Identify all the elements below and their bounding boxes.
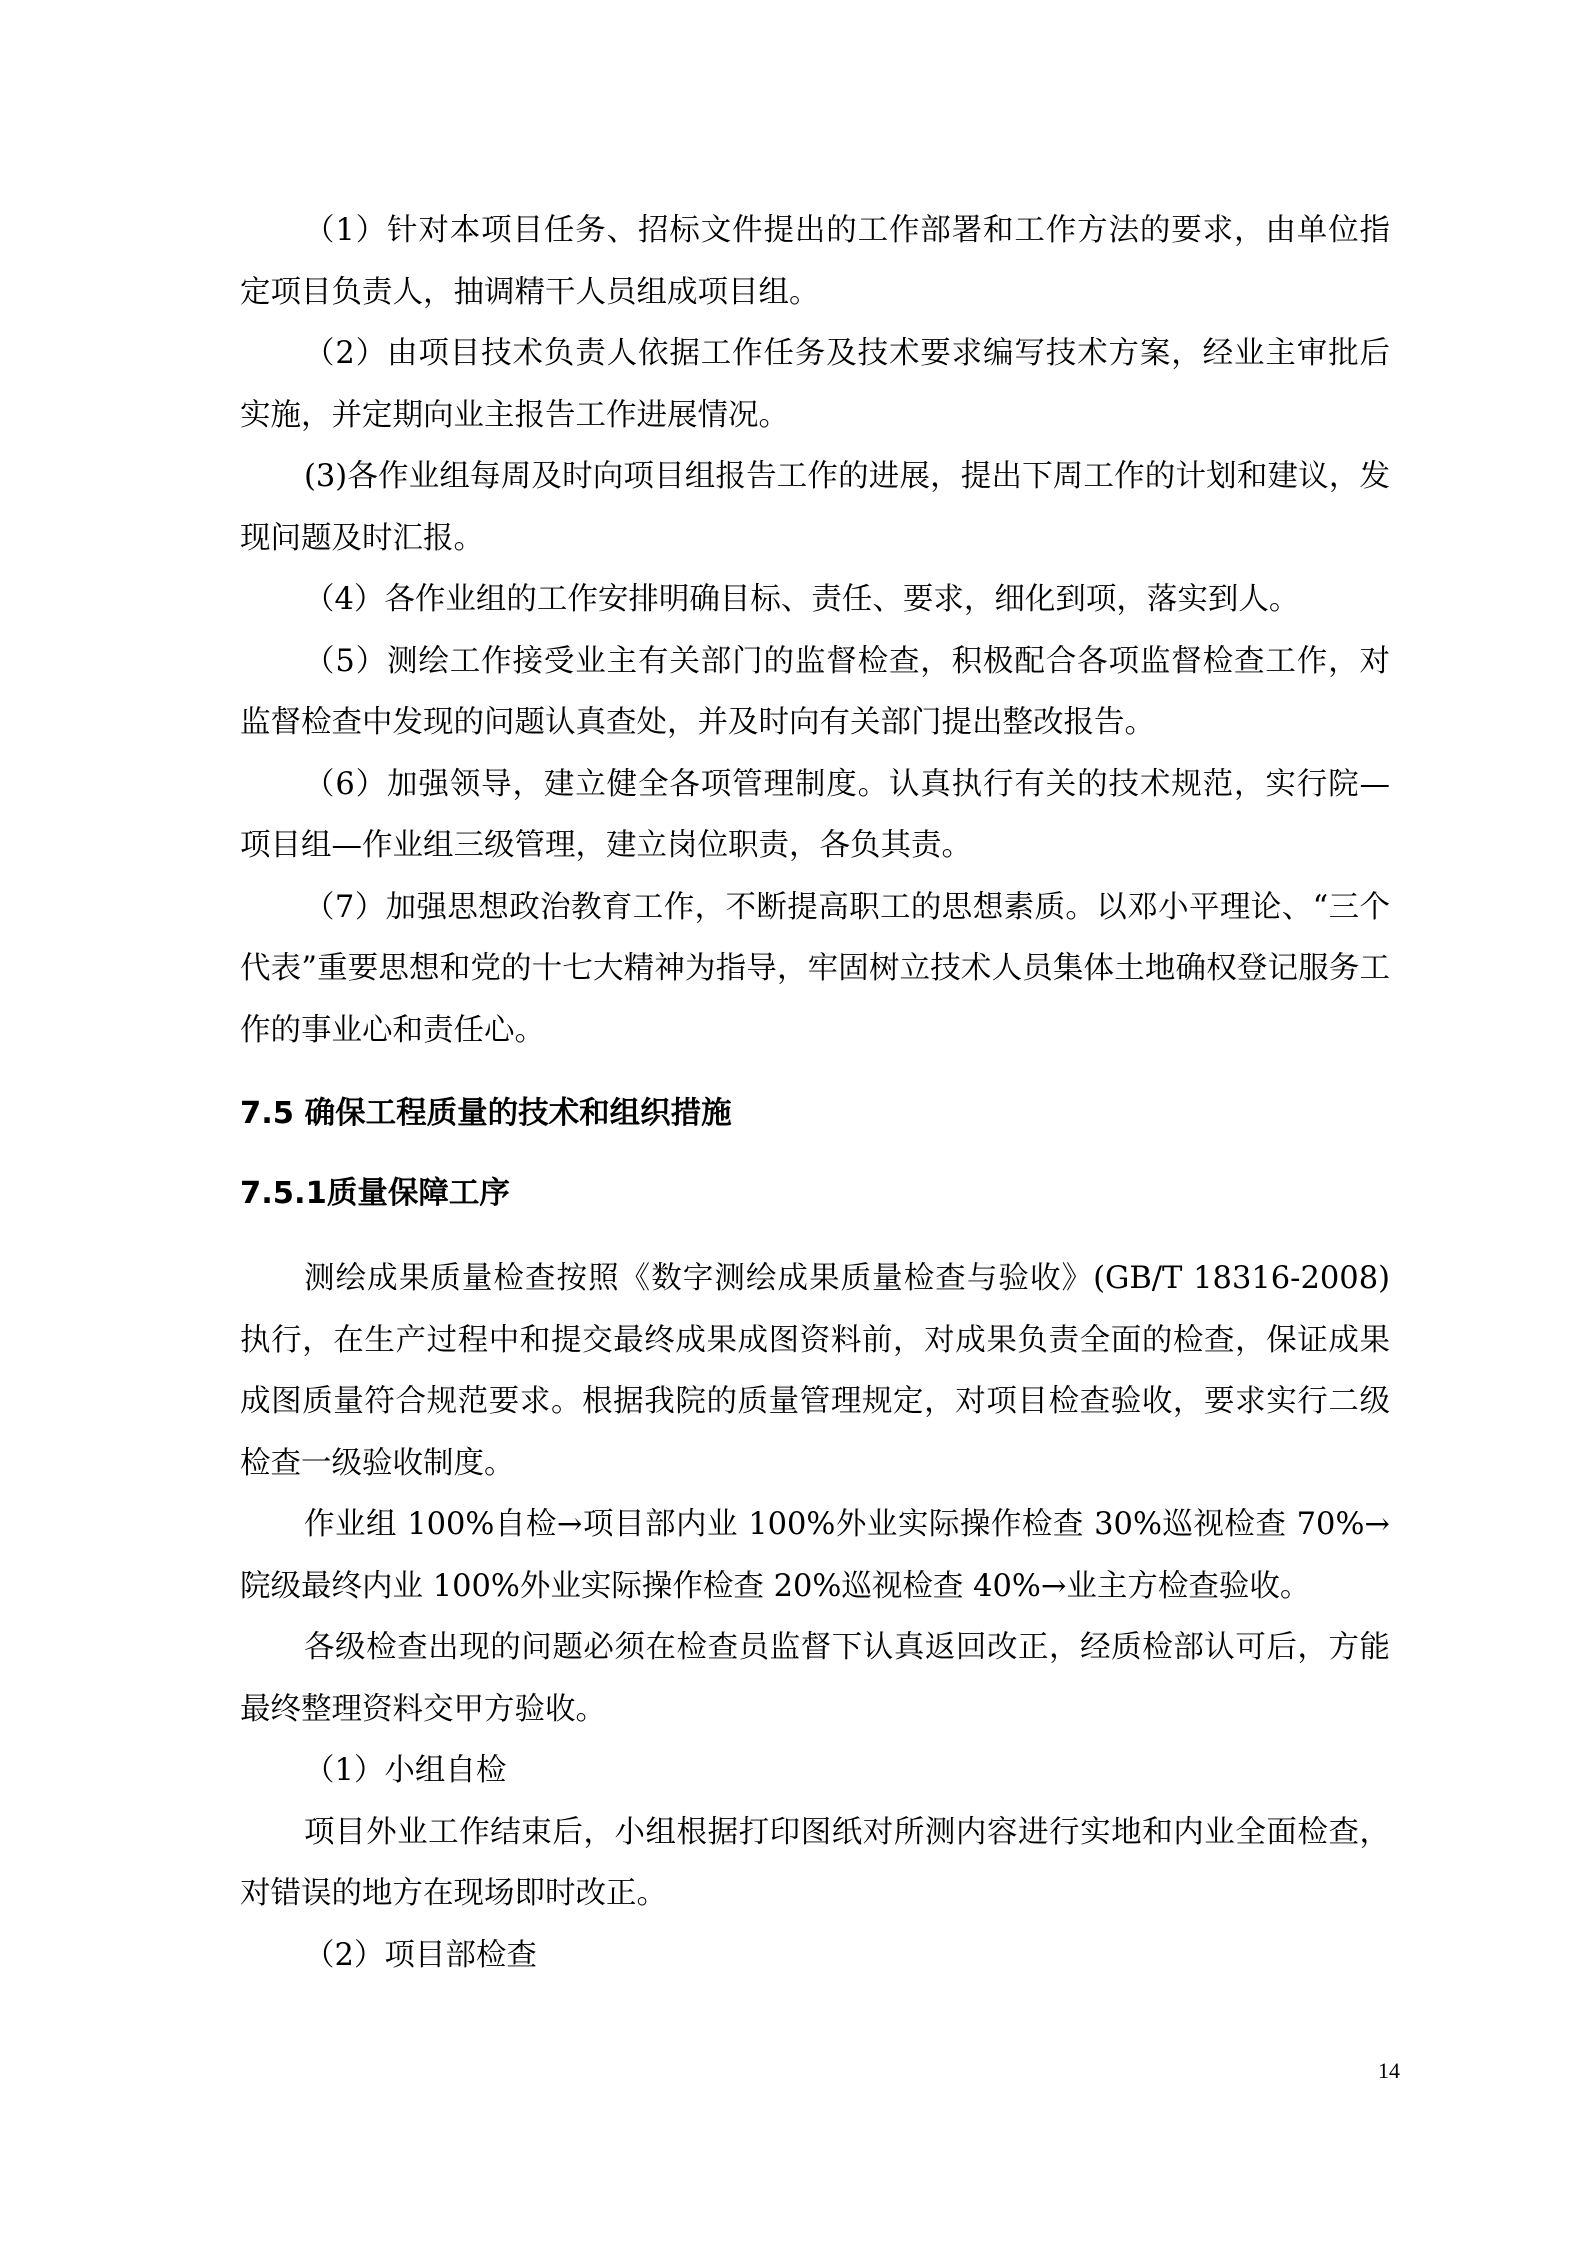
paragraph-7: （7）加强思想政治教育工作，不断提高职工的思想素质。以邓小平理论、“三个代表”重要思想和党的十七大精神为指导，牢固树立技术人员集体土地确权登记服务工作的事业心和责任心。 bbox=[240, 889, 1390, 1048]
section-heading-7-5: 7.5 确保工程质量的技术和组织措施 bbox=[240, 1096, 732, 1131]
paragraph-5: （5）测绘工作接受业主有关部门的监督检查，积极配合各项监督检查工作，对监督检查中发现的问题认真查处，并及时向有关部门提出整改报告。 bbox=[240, 643, 1390, 740]
section-heading-7-5-1: 7.5.1质量保障工序 bbox=[240, 1175, 510, 1211]
paragraph-2: （2）由项目技术负责人依据工作任务及技术要求编写技术方案，经业主审批后实施，并定期向业主报告工作进展情况。 bbox=[240, 336, 1390, 433]
paragraph-9: 作业组 100%自检→项目部内业 100%外业实际操作检查 30%巡视检查 70%→院级最终内业 100%外业实际操作检查 20%巡视检查 40%→业主方检查验收。 bbox=[240, 1507, 1390, 1604]
paragraph-8: 测绘成果质量检查按照《数字测绘成果质量检查与验收》(GB/T 18316-2008)执行，在生产过程中和提交最终成果成图资料前，对成果负责全面的检查，保证成果成图质量符合规范要求。根据我院的质量管理规定，对项目检查验收，要求实行二级检查一级验收制度。 bbox=[240, 1261, 1390, 1481]
paragraph-4: （4）各作业组的工作安排明确目标、责任、要求，细化到项，落实到人。 bbox=[304, 582, 1300, 617]
paragraph-13: （2）项目部检查 bbox=[304, 1937, 537, 1973]
paragraph-1: （1）针对本项目任务、招标文件提出的工作部署和工作方法的要求，由单位指定项目负责人，抽调精干人员组成项目组。 bbox=[240, 213, 1390, 310]
paragraph-12: 项目外业工作结束后，小组根据打印图纸对所测内容进行实地和内业全面检查，对错误的地方在现场即时改正。 bbox=[240, 1814, 1390, 1911]
page-content bbox=[240, 200, 1390, 1986]
page-number: 14 bbox=[1378, 2058, 1400, 2083]
paragraph-6: （6）加强领导，建立健全各项管理制度。认真执行有关的技术规范，实行院—项目组—作业组三级管理，建立岗位职责，各负其责。 bbox=[240, 766, 1390, 863]
paragraph-10: 各级检查出现的问题必须在检查员监督下认真返回改正，经质检部认可后，方能最终整理资料交甲方验收。 bbox=[240, 1630, 1390, 1727]
paragraph-3: (3)各作业组每周及时向项目组报告工作的进展，提出下周工作的计划和建议，发现问题及时汇报。 bbox=[240, 459, 1390, 556]
paragraph-11: （1）小组自检 bbox=[304, 1753, 507, 1788]
